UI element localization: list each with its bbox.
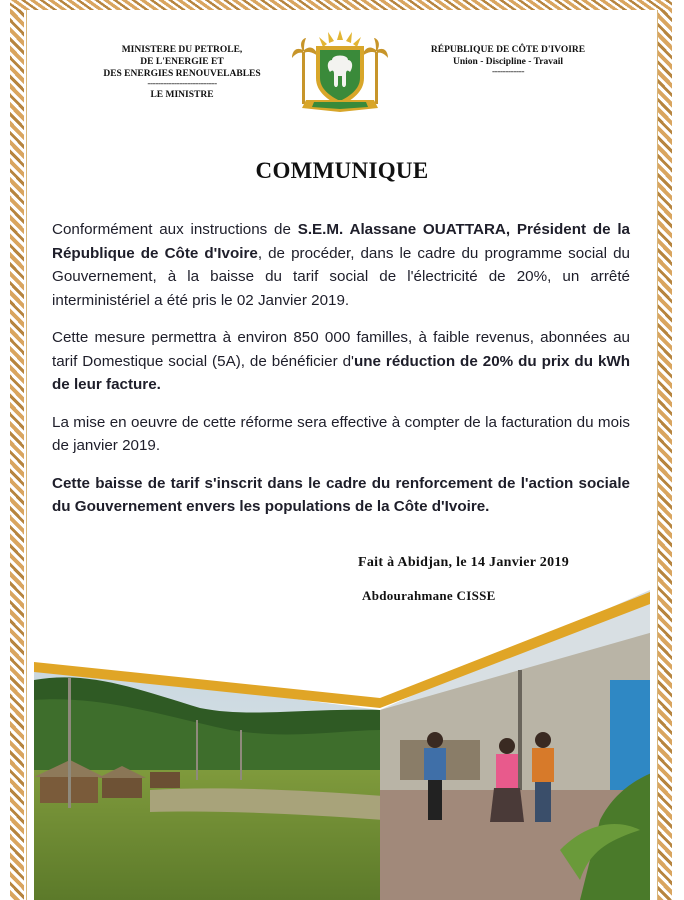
communique-body — [52, 218, 630, 533]
republic-separator: ------------ — [492, 67, 524, 77]
photo-collage — [0, 590, 684, 900]
paragraph-2-bold: une réduction de 20% du prix du kWh de leur facture. — [52, 352, 630, 393]
paragraph-2 — [52, 326, 630, 397]
ministry-line-1: MINISTERE DU PETROLE, — [121, 45, 243, 55]
paragraph-3: La mise en oeuvre de cette réforme sera effective à compter de la facturation du mois de janvier 2019. — [52, 413, 630, 454]
ministry-separator: -------------------------- — [147, 79, 217, 89]
paragraph-1-text-a: Conformément aux instructions de — [52, 221, 298, 238]
document-title: COMMUNIQUE — [255, 158, 429, 183]
signatory-name: Abdourahmane CISSE — [362, 588, 496, 603]
ministry-line-2: DE L'ENERGIE ET — [140, 57, 224, 67]
place-date: Fait à Abidjan, le 14 Janvier 2019 — [358, 555, 570, 570]
ministry-line-3: DES ENERGIES RENOUVELABLES — [103, 69, 261, 79]
street-photo — [380, 590, 660, 900]
paragraph-1 — [52, 218, 630, 312]
coat-of-arms-icon — [292, 26, 388, 116]
republic-header — [418, 44, 598, 77]
ministry-role: LE MINISTRE — [150, 90, 214, 100]
republic-name: RÉPUBLIQUE DE CÔTE D'IVOIRE — [430, 45, 586, 55]
paragraph-4: Cette baisse de tarif s'inscrit dans le cadre du renforcement de l'action sociale du Gouvernement envers les populations de la Côte d'Ivoire. — [52, 474, 630, 515]
ministry-header — [92, 44, 272, 101]
paragraph-1-bold: S.E.M. Alassane OUATTARA, Président de la République de Côte d'Ivoire — [52, 221, 630, 262]
republic-motto: Union - Discipline - Travail — [453, 57, 563, 67]
paragraph-1-text-c: , de procéder, dans le cadre du programme social du Gouvernement, à la baisse du tarif social de l'électricité de 20%, un arrêté interministériel a été pris le 02 Janvier 2019. — [52, 244, 630, 309]
paragraph-2-text-a: Cette mesure permettra à environ 850 000 familles, à faible revenus, abonnées au tarif Domestique social (5A), de bénéficier d' — [52, 329, 630, 370]
